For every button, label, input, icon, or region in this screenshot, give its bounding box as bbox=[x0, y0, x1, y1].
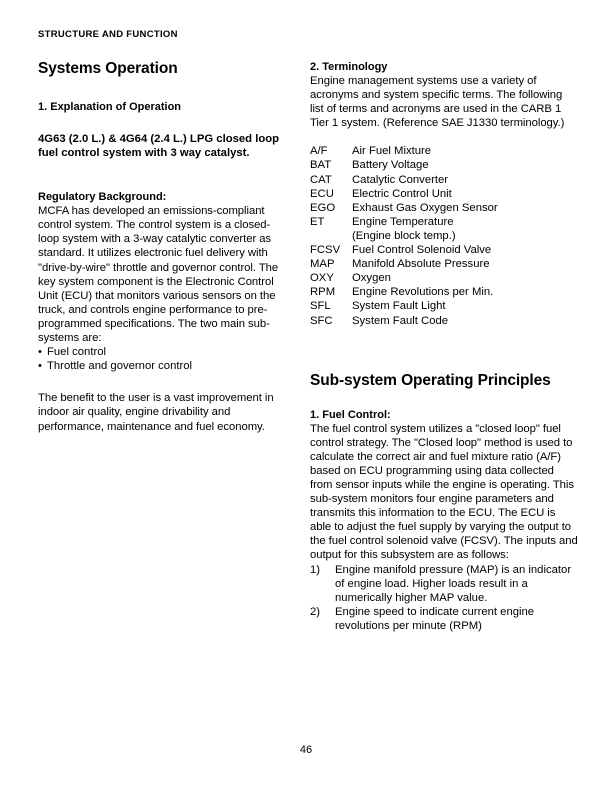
table-row bbox=[310, 285, 578, 299]
acronym-abbr: BAT bbox=[310, 159, 332, 172]
regulatory-paragraph: MCFA has developed an emissions-compliant control system. The control system is a closed-loop system with a 3-way catalytic converter as standard. It utilizes electronic fuel delivery with "drive-by-wire" throttle and governor control. The key system component is the Electronic Control Unit (ECU) that monitors various sensors on the truck, and controls engine performance to pre-programmed specifications. The two main sub-systems are: bbox=[38, 205, 279, 345]
list-item bbox=[38, 359, 290, 373]
table-row bbox=[310, 144, 578, 158]
acronym-definition: Fuel Control Solenoid Valve bbox=[352, 244, 492, 257]
acronym-definition: Exhaust Gas Oxygen Sensor bbox=[352, 201, 498, 214]
list-item-label: Fuel control bbox=[47, 346, 107, 359]
heading-fuel-control: 1. Fuel Control: bbox=[310, 408, 391, 421]
acronym-definition: Manifold Absolute Pressure bbox=[352, 258, 490, 271]
acronym-definition: Engine Temperature bbox=[352, 215, 454, 228]
acronym-definition: Electric Control Unit bbox=[352, 187, 452, 200]
acronym-definition: (Engine block temp.) bbox=[352, 229, 456, 242]
page-number: 46 bbox=[299, 744, 313, 756]
list-item-label: Engine manifold pressure (MAP) is an indicator of engine load. Higher loads result in a numerically higher MAP value. bbox=[335, 563, 572, 604]
acronym-definition: Engine Revolutions per Min. bbox=[352, 286, 494, 299]
heading-subsystem-operating-principles: Sub-system Operating Principles bbox=[310, 371, 551, 389]
table-row bbox=[310, 158, 578, 172]
bullet-icon: • bbox=[38, 360, 42, 373]
table-row bbox=[310, 271, 578, 285]
acronym-abbr: OXY bbox=[310, 272, 334, 285]
acronym-abbr: RPM bbox=[310, 286, 336, 299]
bullet-icon: • bbox=[38, 346, 42, 359]
acronym-abbr bbox=[310, 229, 352, 243]
table-row bbox=[310, 257, 578, 271]
heading-terminology: 2. Terminology bbox=[310, 61, 388, 73]
table-row bbox=[310, 187, 578, 201]
acronym-abbr: ET bbox=[310, 215, 325, 228]
right-column bbox=[310, 60, 578, 633]
heading-regulatory-background: Regulatory Background: bbox=[38, 191, 167, 204]
table-row bbox=[310, 201, 578, 215]
acronym-abbr: EGO bbox=[310, 201, 336, 214]
acronym-abbr: SFL bbox=[310, 300, 331, 313]
terminology-intro: Engine management systems use a variety of acronyms and system specific terms. The following list of terms and acronyms are used in the CARB 1 Tier 1 system. (Reference SAE J1330 terminology.) bbox=[310, 75, 565, 130]
running-head: STRUCTURE AND FUNCTION bbox=[38, 29, 178, 40]
left-column bbox=[38, 60, 290, 434]
acronym-abbr: FCSV bbox=[310, 244, 341, 257]
fuel-control-paragraph: The fuel control system utilizes a "closed loop" fuel control strategy. The "Closed loop" method is used to calculate the correct air and fuel mixture ratio (A/F) based on ECU programming using data collected from sensor inputs while the engine is operating. This sub-system monitors four engine parameters and transmits this information to the ECU. The ECU is able to adjust the fuel supply by varying the output to the fuel control solenoid valve (FCSV). The inputs and output for this subsystem are as follows: bbox=[310, 422, 578, 562]
heading-explanation-of-operation: 1. Explanation of Operation bbox=[38, 101, 182, 113]
inputs-outputs-list bbox=[310, 563, 578, 633]
acronym-definition: Catalytic Converter bbox=[352, 173, 449, 186]
list-item-label: Engine speed to indicate current engine revolutions per minute (RPM) bbox=[335, 605, 535, 632]
table-row bbox=[310, 215, 578, 229]
sub-systems-list bbox=[38, 345, 290, 373]
acronym-definition: System Fault Code bbox=[352, 314, 449, 327]
acronym-abbr: SFC bbox=[310, 314, 333, 327]
acronym-definition: Air Fuel Mixture bbox=[352, 145, 432, 158]
benefit-paragraph: The benefit to the user is a vast improvement in indoor air quality, engine drivability and performance, maintenance and fuel economy. bbox=[38, 392, 274, 433]
table-row bbox=[310, 299, 578, 313]
list-item-label: Throttle and governor control bbox=[47, 360, 193, 373]
table-row bbox=[310, 243, 578, 257]
table-row bbox=[310, 229, 578, 243]
acronym-definition: System Fault Light bbox=[352, 300, 446, 313]
acronym-definition: Oxygen bbox=[352, 272, 391, 285]
list-item bbox=[38, 345, 290, 359]
acronym-abbr: ECU bbox=[310, 187, 334, 200]
acronym-abbr: CAT bbox=[310, 173, 332, 186]
table-row bbox=[310, 173, 578, 187]
list-item bbox=[310, 563, 578, 605]
acronym-table bbox=[310, 144, 578, 327]
list-item bbox=[310, 605, 578, 633]
acronym-abbr: A/F bbox=[310, 145, 328, 158]
page-title: Systems Operation bbox=[38, 60, 178, 77]
table-row bbox=[310, 314, 578, 328]
list-item-number: 1) bbox=[310, 563, 321, 576]
acronym-definition: Battery Voltage bbox=[352, 159, 429, 172]
acronym-abbr: MAP bbox=[310, 258, 335, 271]
system-statement: 4G63 (2.0 L.) & 4G64 (2.4 L.) LPG closed loop fuel control system with 3 way catalyst. bbox=[38, 133, 280, 160]
list-item-number: 2) bbox=[310, 605, 321, 618]
